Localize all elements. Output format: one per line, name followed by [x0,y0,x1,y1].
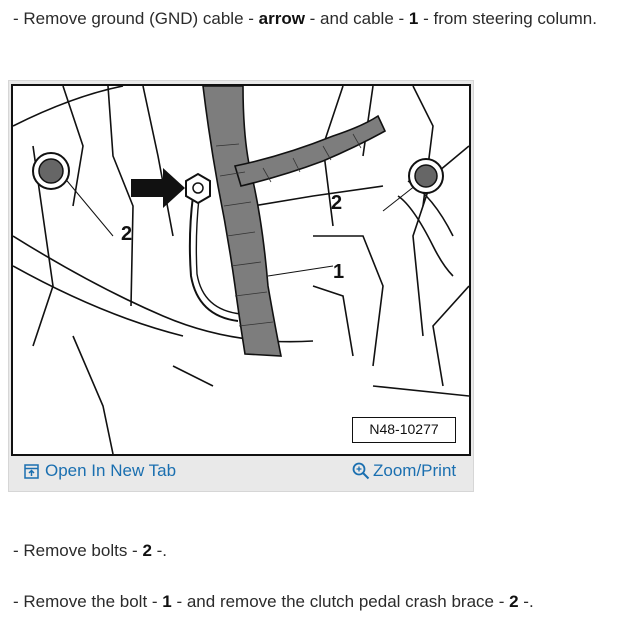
right-bolt [409,159,443,193]
ground-nut [186,174,210,203]
zoom-print-link[interactable]: Zoom/Print [352,461,456,481]
open-in-new-tab-link[interactable]: Open In New Tab [24,461,176,481]
emphasis-arrow: arrow [258,9,305,28]
emphasis-bolt-number: 1 [162,592,172,611]
left-bolt [33,153,69,189]
step-3-text: - Remove the bolt - 1 - and remove the clutch pedal crash brace - 2 -. [13,592,534,611]
technical-illustration[interactable] [11,84,471,456]
zoom-magnifier-icon [352,462,370,480]
figure-id-label: N48-10277 [352,417,456,443]
callout-right-bolt: 2 [331,192,343,214]
open-in-new-tab-icon [24,464,39,479]
emphasis-bolts-number: 2 [142,541,152,560]
emphasis-cable-number: 1 [408,9,419,28]
illustration-drawing [13,86,469,454]
callout-left-bolt: 2 [121,223,133,245]
emphasis-brace-number: 2 [509,592,519,611]
callout-cable: 1 [333,261,345,283]
step-1-text: - Remove ground (GND) cable - arrow - and cable - 1 - from steering column. [13,9,597,28]
arrow-marker [131,168,185,208]
step-2-text: - Remove bolts - 2 -. [13,541,168,560]
